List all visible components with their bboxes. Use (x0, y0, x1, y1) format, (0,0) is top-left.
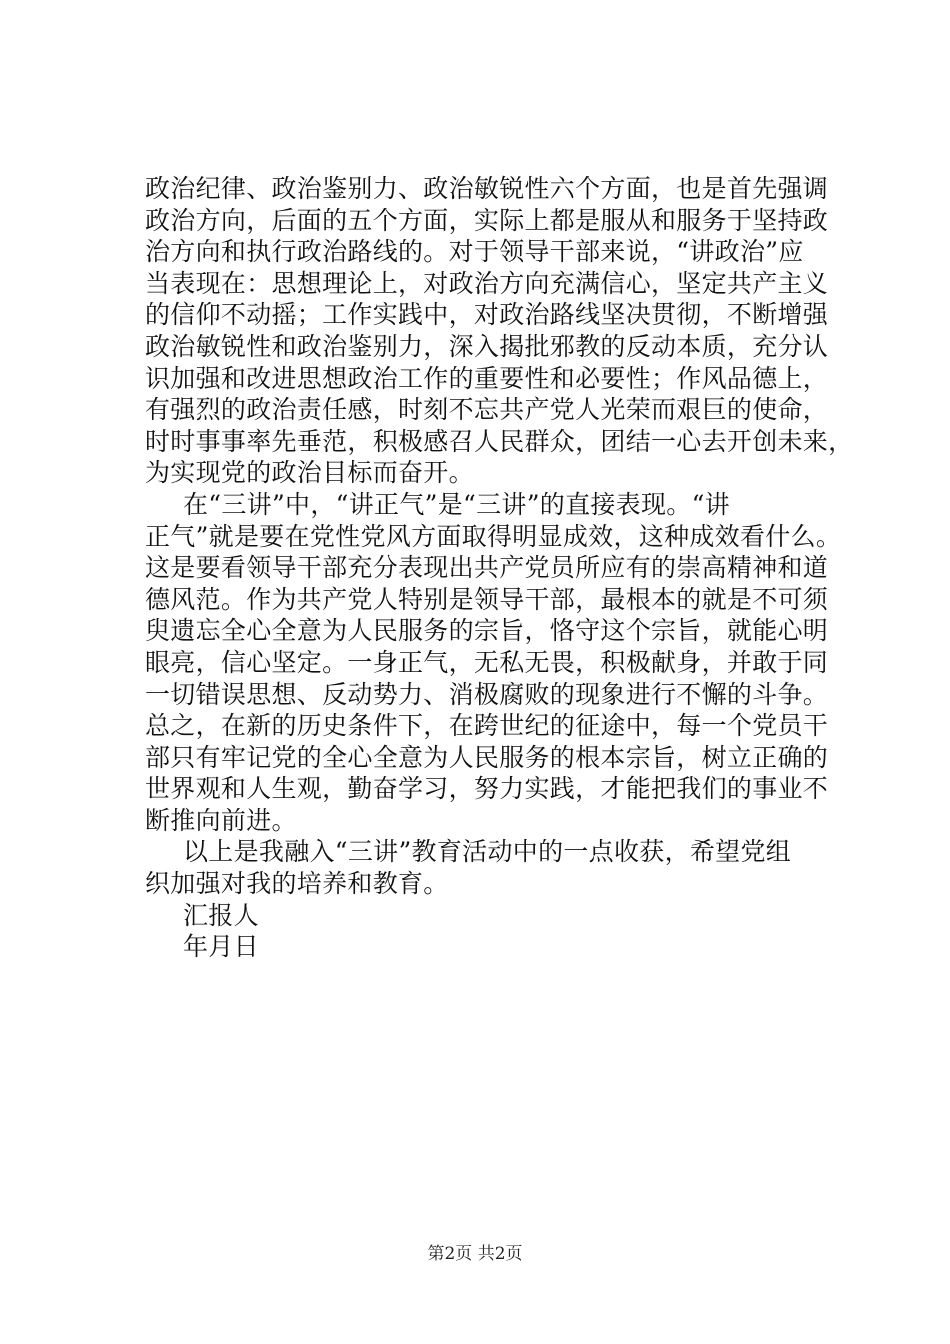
text-line: 为实现党的政治目标而奋开。 (145, 458, 474, 488)
text-line: 在“三讲”中，“讲正气”是“三讲”的直接表现。“讲 (183, 489, 730, 519)
text-line: 识加强和改进思想政治工作的重要性和必要性；作风品德上， (145, 363, 829, 393)
text-line: 时时事事率先垂范，积极感召人民群众，团结一心去开创未来， (145, 426, 854, 456)
text-line: 年月日 (183, 932, 259, 962)
text-line: 这是要看领导干部充分表现出共产党员所应有的崇高精神和道 (145, 553, 829, 583)
text-line: 断推向前进。 (145, 805, 297, 835)
text-line: 总之，在新的历史条件下，在跨世纪的征途中，每一个党员干 (145, 711, 829, 741)
text-line: 政治纪律、政治鉴别力、政治敏锐性六个方面，也是首先强调 (145, 174, 829, 203)
text-line: 部只有牢记党的全心全意为人民服务的根本宗旨，树立正确的 (145, 742, 829, 772)
text-line: 汇报人 (183, 900, 259, 930)
text-line: 以上是我融入“三讲”教育活动中的一点收获，希望党组 (183, 837, 792, 867)
text-line: 政治敏锐性和政治鉴别力，深入揭批邪教的反动本质，充分认 (145, 331, 829, 361)
text-line: 织加强对我的培养和教育。 (145, 869, 449, 899)
text-line: 政治方向，后面的五个方面，实际上都是服从和服务于坚持政 (145, 205, 829, 235)
document-body (145, 173, 854, 963)
text-line: 臾遗忘全心全意为人民服务的宗旨，恪守这个宗旨，就能心明 (145, 616, 829, 646)
page-footer: 第2页 共2页 (427, 1244, 523, 1264)
text-line: 当表现在：思想理论上，对政治方向充满信心，坚定共产主义 (145, 268, 829, 298)
text-line: 治方向和执行政治路线的。对于领导干部来说，“讲政治”应 (145, 237, 804, 267)
text-line: 一切错误思想、反动势力、消极腐败的现象进行不懈的斗争。 (145, 679, 829, 709)
text-line: 德风范。作为共产党人特别是领导干部，最根本的就是不可须 (145, 584, 829, 614)
text-line: 世界观和人生观，勤奋学习，努力实践，才能把我们的事业不 (145, 774, 829, 804)
text-line: 眼亮，信心坚定。一身正气，无私无畏，积极献身，并敢于同 (145, 647, 829, 677)
text-line: 有强烈的政治责任感，时刻不忘共产党人光荣而艰巨的使命， (145, 395, 829, 425)
text-line: 正气”就是要在党性党风方面取得明显成效，这种成效看什么。 (145, 521, 842, 551)
text-line: 的信仰不动摇；工作实践中，对政治路线坚决贯彻，不断增强 (145, 300, 829, 330)
